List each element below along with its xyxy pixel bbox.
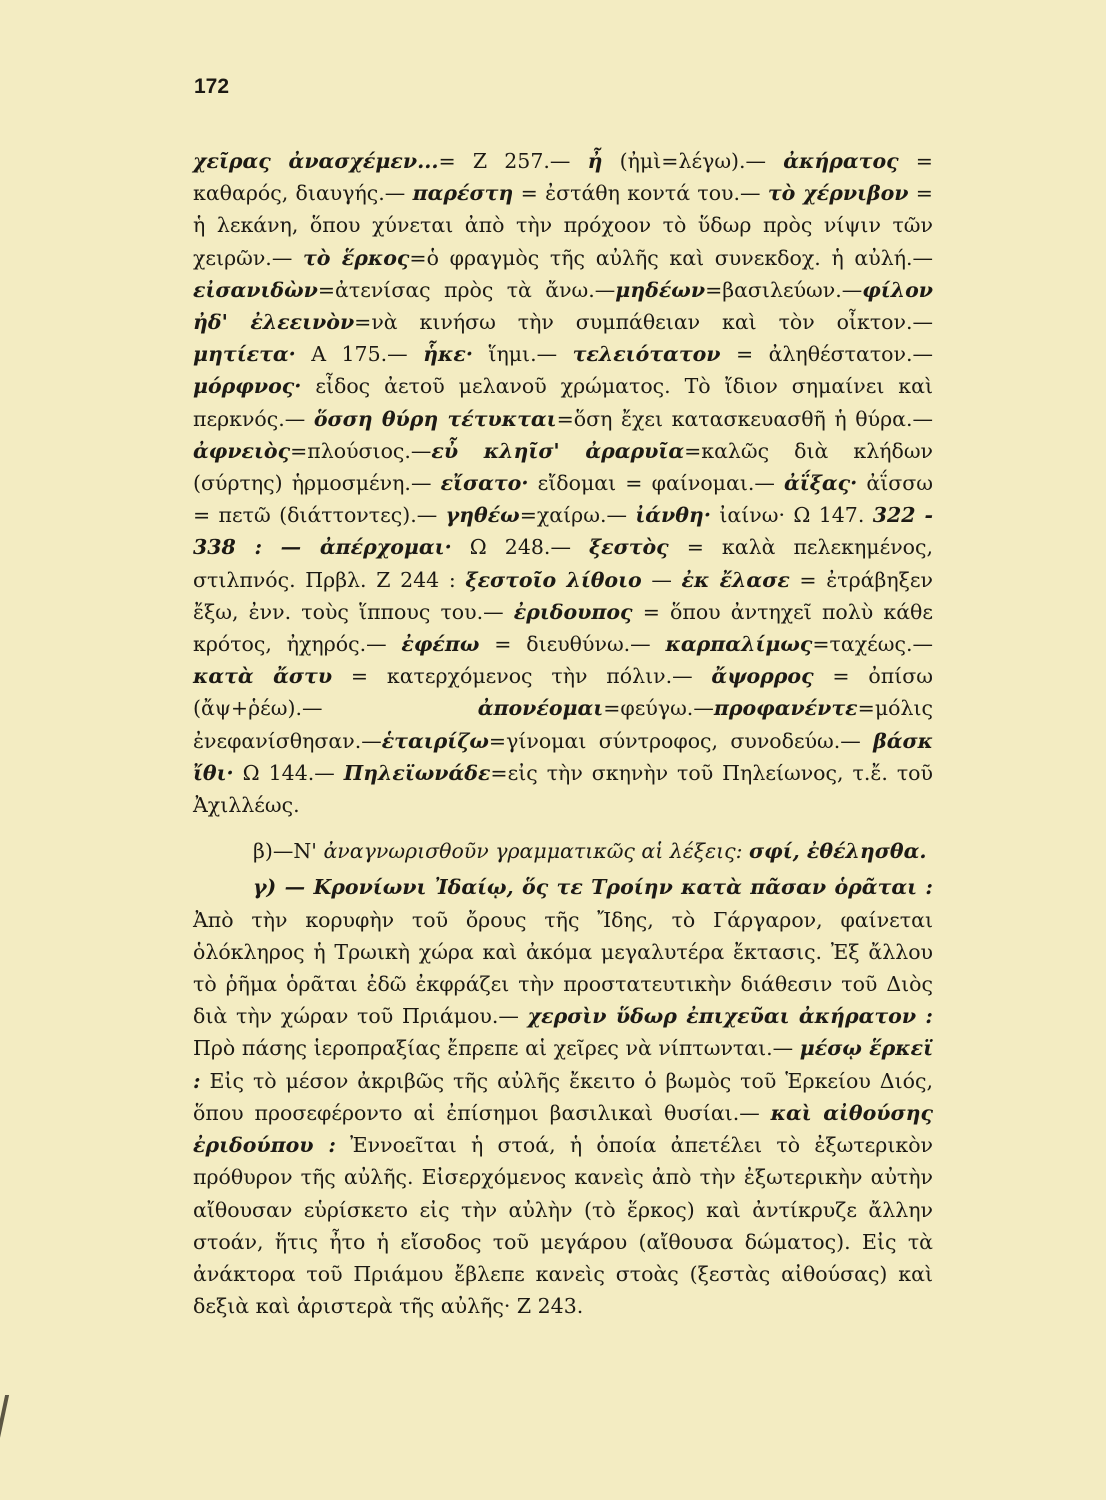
gloss-term: χεῖρας ἀνασχέμεν... [193,149,439,173]
gloss-term: μέσῳ ἕρκεϊ : [193,1036,933,1093]
gloss-definition: =γίνομαι σύντροφος, συνοδεύω.— [488,728,874,753]
gloss-definition: (ἠμὶ=λέγω).— [602,149,784,173]
gloss-term: 322 - 338 : — ἀπέρχομαι· [193,503,934,560]
gloss-term: εἰσανιδὼν [193,277,318,302]
section-b-text: ἀναγνωρισθοῦν γραμματικῶς αἱ λέξεις: [323,839,750,864]
gloss-definition: Ω 144.— [233,760,344,785]
gloss-definition: =ἀτενίσας πρὸς τὰ ἄνω.— [317,277,616,302]
gloss-term: ξεστὸς [588,535,669,560]
gloss-definition: Ἀπὸ τὴν κορυφὴν τοῦ ὄρους τῆς Ἴδης, τὸ Γάργαρον, φαίνεται ὁλόκληρος ἡ Τρωικὴ χώρα καὶ ἀκόμα μεγαλυτέρα ἔκτασις. Ἐξ ἄλλου τὸ ῥῆμα ὁρᾶται ἐδῶ ἐκφράζει τὴν προστατευτικὴν διάθεσιν τοῦ Διὸς διὰ τὴν χώραν τοῦ Πριάμου.— [193,907,933,1029]
gloss-definition: =καλῶς διὰ κλήδων (σύρτης) ἡρμοσμένη.— [193,438,933,496]
margin-scan-mark [0,1395,21,1443]
gloss-term: ἀφνειὸς [193,438,291,463]
gloss-term: εὖ κληῖσ' ἀραρυῖα [431,438,685,463]
gloss-definition: =βασιλεύων.— [705,277,863,302]
gloss-term: κατὰ ἄστυ [193,664,333,689]
gloss-definition: =ταχέως.— [812,632,933,657]
gloss-term: ἐφέπω [401,632,480,657]
gloss-definition: = ὀπίσω (ἄψ+ῥέω).— [193,664,933,721]
gloss-term: ἀπονέομαι [477,696,604,721]
gloss-definition: = ἐτράβηξεν ἔξω, ἐνν. τοὺς ἵππους του.— [193,567,933,624]
gloss-definition: = διευθύνω.— [479,632,666,657]
gloss-term: μόρφνος· [193,374,302,399]
gloss-term: τὸ χέρνιβον [767,181,909,206]
gloss-term: φίλον ἠδ' ἐλεεινὸν [193,277,933,335]
gloss-term: βάσκ ἴθι· [193,728,933,785]
gloss-term: καὶ αἰθούσης ἐριδούπου : [193,1100,933,1158]
gloss-definition: =πλούσιος.— [290,438,432,463]
section-b-words: σφί, ἐθέλησθα. [749,839,927,864]
gloss-term: ἦ [587,149,603,173]
gloss-term: προφανέντε [713,696,858,721]
gloss-definition: = καλὰ πελεκημένος, στιλπνός. Πρβλ. Ζ 244 : [193,535,933,592]
gloss-term: τελειότατον [572,342,721,367]
gloss-definition: =εἰς τὴν σκηνὴν τοῦ Πηλείωνος, τ.ἔ. τοῦ Ἀχιλλέως. [193,760,933,818]
gloss-term: τὸ ἕρκος [303,245,410,270]
gloss-definition: = ὅπου ἀντηχεῖ πολὺ κάθε κρότος, ἠχηρός.— [193,599,934,657]
section-b [193,835,933,867]
gloss-term: εἴσατο· [440,471,529,496]
gloss-term: ἐριδουπος [513,599,633,624]
gloss-definition: =φεύγω.— [603,696,714,721]
gloss-definition: εἴδομαι = φαίνομαι.— [528,471,785,496]
gloss-definition: = ἐστάθη κοντά του.— [513,181,768,206]
commentary-text [193,145,933,1322]
gloss-definition: εἶδος ἀετοῦ μελανοῦ χρώματος. Τὸ ἴδιον σημαίνει καὶ περκνός.— [193,374,933,431]
gloss-term: ἐκ ἔλασε [681,567,790,592]
gloss-definition: — [641,567,682,592]
gloss-definition: =ὅση ἔχει κατασκευασθῆ ἡ θύρα.— [556,406,933,431]
gloss-definition: = ἡ λεκάνη, ὅπου χύνεται ἀπὸ τὴν πρόχοον τὸ ὕδωρ πρὸς νίψιν τῶν χειρῶν.— [193,181,933,270]
gloss-term: γηθέω [445,503,520,528]
gloss-definition: = ἀληθέστατον.— [720,342,934,367]
gloss-term: ἀκήρατος [783,149,899,173]
section-c [193,871,933,1322]
gloss-definition: =χαίρω.— [519,503,636,528]
gloss-definition: Εἰς τὸ μέσον ἀκριβῶς τῆς αὐλῆς ἔκειτο ὁ βωμὸς τοῦ Ἑρκείου Διός, ὅπου προσεφέροντο αἱ ἐπίσημοι βασιλικαὶ θυσίαι.— [193,1068,933,1125]
gloss-definition: Α 175.— [295,342,424,367]
gloss-term: χερσὶν ὕδωρ ἐπιχεῦαι ἀκήρατον : [527,1004,933,1029]
gloss-entries [193,145,933,821]
page-number: 172 [194,75,230,98]
gloss-term: μηδέων [615,277,706,302]
gloss-definition: = κατερχόμενος τὴν πόλιν.— [332,664,712,689]
gloss-definition: ἰαίνω· Ω 147. [710,503,873,528]
gloss-definition: = καθαρός, διαυγής.— [193,149,933,206]
gloss-term: μητίετα· [193,342,296,367]
gloss-definition: =νὰ κινήσω τὴν συμπάθειαν καὶ τὸν οἶκτον.— [354,310,933,335]
section-b-label: β)—Ν' [253,839,324,864]
gloss-term: ἑταιρίζω [381,728,489,753]
gloss-definition: Πρὸ πάσης ἱεροπραξίας ἔπρεπε αἱ χεῖρες νὰ νίπτωνται.— [193,1036,800,1061]
gloss-term: γ) — Κρονίωνι Ἰδαίῳ, ὅς τε Τροίην κατὰ πᾶσαν ὁρᾶται : [253,875,933,900]
gloss-definition: =μόλις ἐνεφανίσθησαν.— [193,696,933,753]
gloss-term: ἄψορρος [711,664,814,689]
gloss-term: παρέστη [412,181,514,206]
gloss-definition: =ὁ φραγμὸς τῆς αὐλῆς καὶ συνεκδοχ. ἡ αὐλή.— [409,245,934,270]
gloss-term: ἀΐξας· [784,471,858,496]
gloss-definition: Ω 248.— [451,535,589,560]
gloss-term: ἰάνθη· [635,503,711,528]
gloss-term: ὅσση θύρη τέτυκται [313,406,557,431]
gloss-definition: Ἐννοεῖται ἡ στοά, ἡ ὁποία ἀπετέλει τὸ ἐξωτερικὸν πρόθυρον τῆς αὐλῆς. Εἰσερχόμενος κανεὶς ἀπὸ τὴν ἐξωτερικὴν αὐτὴν αἴθουσαν εὑρίσκετο εἰς τὴν αὐλὴν (τὸ ἕρκος) καὶ ἀντίκρυζε ἄλλην στοάν, ἥτις ἦτο ἡ εἴσοδος τοῦ μεγάρου (αἴθουσα δώματος). Εἰς τὰ ἀνάκτορα τοῦ Πριάμου ἔβλεπε κανεὶς στοὰς (ξεστὰς αἰθούσας) καὶ δεξιὰ καὶ ἀριστερὰ τῆς αὐλῆς· Ζ 243. [193,1133,933,1319]
gloss-definition: ἀΐσσω = πετῶ (διάττοντες).— [193,471,933,528]
gloss-definition: = Ζ 257.— [438,149,588,173]
gloss-term: Πηλεϊωνάδε [343,760,491,785]
gloss-term: καρπαλίμως [665,632,813,657]
gloss-term: ἧκε· [423,342,473,367]
gloss-definition: ἵημι.— [472,342,573,367]
gloss-term: ξεστοῖο λίθοιο [465,567,642,592]
